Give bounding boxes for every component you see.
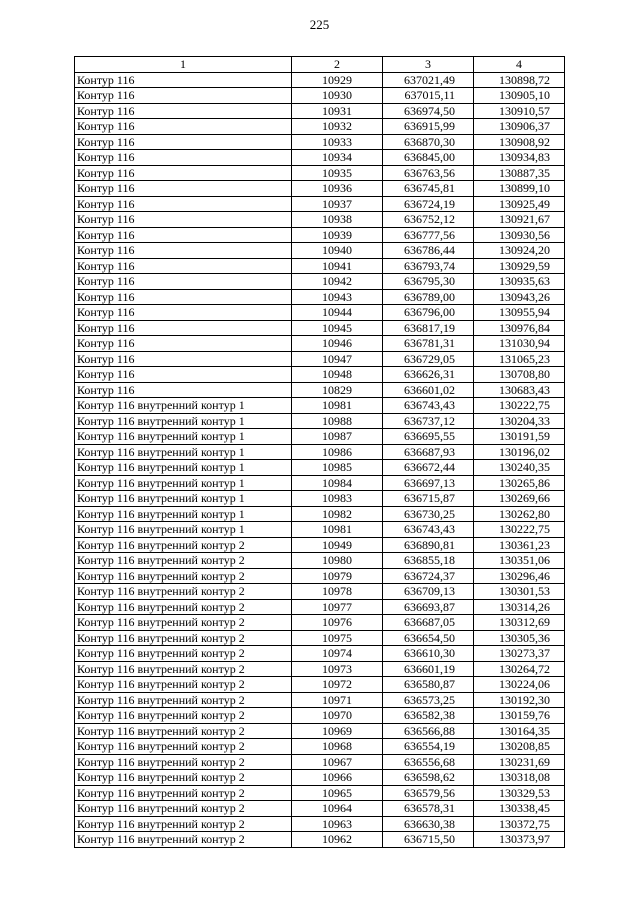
y-coordinate-cell: 130887,35 [474, 165, 565, 181]
table-row [75, 460, 565, 476]
x-coordinate-cell: 636870,30 [383, 134, 474, 150]
x-coordinate-cell: 636786,44 [383, 243, 474, 259]
y-coordinate-cell: 130929,59 [474, 258, 565, 274]
point-number-cell: 10983 [292, 491, 383, 507]
contour-name-cell: Контур 116 [75, 165, 292, 181]
y-coordinate-cell: 130898,72 [474, 72, 565, 88]
table-row [75, 72, 565, 88]
table-row [75, 801, 565, 817]
y-coordinate-cell: 130208,85 [474, 739, 565, 755]
point-number-cell: 10971 [292, 692, 383, 708]
contour-name-cell: Контур 116 внутренний контур 2 [75, 568, 292, 584]
x-coordinate-cell: 636566,88 [383, 723, 474, 739]
x-coordinate-cell: 636795,30 [383, 274, 474, 290]
y-coordinate-cell: 131065,23 [474, 351, 565, 367]
contour-name-cell: Контур 116 [75, 88, 292, 104]
x-coordinate-cell: 636743,43 [383, 522, 474, 538]
point-number-cell: 10964 [292, 801, 383, 817]
contour-name-cell: Контур 116 [75, 258, 292, 274]
contour-name-cell: Контур 116 внутренний контур 2 [75, 661, 292, 677]
contour-name-cell: Контур 116 [75, 274, 292, 290]
x-coordinate-cell: 636601,02 [383, 382, 474, 398]
y-coordinate-cell: 130222,75 [474, 398, 565, 414]
y-coordinate-cell: 130925,49 [474, 196, 565, 212]
page-number: 225 [309, 17, 330, 32]
y-coordinate-cell: 130204,33 [474, 413, 565, 429]
y-coordinate-cell: 130924,20 [474, 243, 565, 259]
point-number-cell: 10982 [292, 506, 383, 522]
point-number-cell: 10940 [292, 243, 383, 259]
table-row [75, 785, 565, 801]
y-coordinate-cell: 130301,53 [474, 584, 565, 600]
contour-name-cell: Контур 116 внутренний контур 2 [75, 770, 292, 786]
point-number-cell: 10968 [292, 739, 383, 755]
y-coordinate-cell: 130314,26 [474, 599, 565, 615]
x-coordinate-cell: 636777,56 [383, 227, 474, 243]
table-row [75, 103, 565, 119]
y-coordinate-cell: 130264,72 [474, 661, 565, 677]
contour-name-cell: Контур 116 [75, 227, 292, 243]
x-coordinate-cell: 636729,05 [383, 351, 474, 367]
contour-name-cell: Контур 116 внутренний контур 1 [75, 413, 292, 429]
table-row [75, 150, 565, 166]
y-coordinate-cell: 130273,37 [474, 646, 565, 662]
x-coordinate-cell: 636578,31 [383, 801, 474, 817]
point-number-cell: 10975 [292, 630, 383, 646]
contour-name-cell: Контур 116 внутренний контур 1 [75, 506, 292, 522]
point-number-cell: 10988 [292, 413, 383, 429]
point-number-cell: 10977 [292, 599, 383, 615]
table-row [75, 677, 565, 693]
contour-name-cell: Контур 116 внутренний контур 2 [75, 739, 292, 755]
table-row [75, 770, 565, 786]
table-row [75, 367, 565, 383]
point-number-cell: 10930 [292, 88, 383, 104]
point-number-cell: 10939 [292, 227, 383, 243]
table-row [75, 227, 565, 243]
table-row [75, 630, 565, 646]
table-row [75, 661, 565, 677]
table-header-row [75, 57, 565, 73]
contour-name-cell: Контур 116 [75, 336, 292, 352]
contour-name-cell: Контур 116 [75, 289, 292, 305]
y-coordinate-cell: 130240,35 [474, 460, 565, 476]
y-coordinate-cell: 130159,76 [474, 708, 565, 724]
x-coordinate-cell: 636974,50 [383, 103, 474, 119]
contour-name-cell: Контур 116 [75, 72, 292, 88]
contour-name-cell: Контур 116 внутренний контур 2 [75, 785, 292, 801]
x-coordinate-cell: 636579,56 [383, 785, 474, 801]
contour-name-cell: Контур 116 внутренний контур 2 [75, 599, 292, 615]
y-coordinate-cell: 130934,83 [474, 150, 565, 166]
x-coordinate-cell: 636556,68 [383, 754, 474, 770]
x-coordinate-cell: 636598,62 [383, 770, 474, 786]
x-coordinate-cell: 636743,43 [383, 398, 474, 414]
point-number-cell: 10984 [292, 475, 383, 491]
x-coordinate-cell: 636752,12 [383, 212, 474, 228]
contour-name-cell: Контур 116 [75, 367, 292, 383]
contour-name-cell: Контур 116 [75, 320, 292, 336]
table-row [75, 615, 565, 631]
table-row [75, 181, 565, 197]
y-coordinate-cell: 130899,10 [474, 181, 565, 197]
x-coordinate-cell: 636687,05 [383, 615, 474, 631]
x-coordinate-cell: 636730,25 [383, 506, 474, 522]
point-number-cell: 10942 [292, 274, 383, 290]
y-coordinate-cell: 130269,66 [474, 491, 565, 507]
x-coordinate-cell: 636697,13 [383, 475, 474, 491]
coordinates-table [74, 56, 565, 848]
x-coordinate-cell: 636715,50 [383, 832, 474, 848]
table-row [75, 491, 565, 507]
point-number-cell: 10948 [292, 367, 383, 383]
y-coordinate-cell: 130930,56 [474, 227, 565, 243]
y-coordinate-cell: 130351,06 [474, 553, 565, 569]
x-coordinate-cell: 636763,56 [383, 165, 474, 181]
point-number-cell: 10969 [292, 723, 383, 739]
contour-name-cell: Контур 116 [75, 196, 292, 212]
point-number-cell: 10935 [292, 165, 383, 181]
y-coordinate-cell: 130305,36 [474, 630, 565, 646]
contour-name-cell: Контур 116 внутренний контур 2 [75, 615, 292, 631]
table-row [75, 692, 565, 708]
y-coordinate-cell: 130329,53 [474, 785, 565, 801]
table-row [75, 584, 565, 600]
table-row [75, 723, 565, 739]
point-number-cell: 10937 [292, 196, 383, 212]
table-row [75, 708, 565, 724]
y-coordinate-cell: 130935,63 [474, 274, 565, 290]
column-header-1: 1 [75, 57, 292, 73]
x-coordinate-cell: 636630,38 [383, 816, 474, 832]
table-body [75, 72, 565, 847]
point-number-cell: 10943 [292, 289, 383, 305]
contour-name-cell: Контур 116 [75, 119, 292, 135]
y-coordinate-cell: 130196,02 [474, 444, 565, 460]
y-coordinate-cell: 130905,10 [474, 88, 565, 104]
table-row [75, 506, 565, 522]
contour-name-cell: Контур 116 [75, 382, 292, 398]
y-coordinate-cell: 130318,08 [474, 770, 565, 786]
point-number-cell: 10945 [292, 320, 383, 336]
column-header-3: 3 [383, 57, 474, 73]
contour-name-cell: Контур 116 внутренний контур 2 [75, 816, 292, 832]
table-row [75, 134, 565, 150]
table-row [75, 274, 565, 290]
contour-name-cell: Контур 116 внутренний контур 2 [75, 754, 292, 770]
table-row [75, 739, 565, 755]
contour-name-cell: Контур 116 внутренний контур 2 [75, 646, 292, 662]
point-number-cell: 10933 [292, 134, 383, 150]
y-coordinate-cell: 130338,45 [474, 801, 565, 817]
x-coordinate-cell: 636781,31 [383, 336, 474, 352]
table-row [75, 336, 565, 352]
contour-name-cell: Контур 116 внутренний контур 1 [75, 460, 292, 476]
contour-name-cell: Контур 116 внутренний контур 1 [75, 429, 292, 445]
point-number-cell: 10981 [292, 522, 383, 538]
y-coordinate-cell: 130906,37 [474, 119, 565, 135]
table-row [75, 413, 565, 429]
y-coordinate-cell: 130955,94 [474, 305, 565, 321]
contour-name-cell: Контур 116 внутренний контур 2 [75, 630, 292, 646]
x-coordinate-cell: 636554,19 [383, 739, 474, 755]
point-number-cell: 10980 [292, 553, 383, 569]
contour-name-cell: Контур 116 внутренний контур 2 [75, 832, 292, 848]
x-coordinate-cell: 636817,19 [383, 320, 474, 336]
y-coordinate-cell: 130908,92 [474, 134, 565, 150]
x-coordinate-cell: 636610,30 [383, 646, 474, 662]
x-coordinate-cell: 636582,38 [383, 708, 474, 724]
point-number-cell: 10936 [292, 181, 383, 197]
x-coordinate-cell: 636890,81 [383, 537, 474, 553]
x-coordinate-cell: 636709,13 [383, 584, 474, 600]
table-row [75, 522, 565, 538]
x-coordinate-cell: 636715,87 [383, 491, 474, 507]
x-coordinate-cell: 637015,11 [383, 88, 474, 104]
contour-name-cell: Контур 116 внутренний контур 1 [75, 491, 292, 507]
table-row [75, 754, 565, 770]
contour-name-cell: Контур 116 [75, 351, 292, 367]
table-row [75, 553, 565, 569]
table-row [75, 429, 565, 445]
table-row [75, 646, 565, 662]
contour-name-cell: Контур 116 [75, 243, 292, 259]
point-number-cell: 10981 [292, 398, 383, 414]
table-row [75, 165, 565, 181]
contour-name-cell: Контур 116 [75, 103, 292, 119]
table-row [75, 305, 565, 321]
point-number-cell: 10985 [292, 460, 383, 476]
contour-name-cell: Контур 116 [75, 212, 292, 228]
y-coordinate-cell: 130191,59 [474, 429, 565, 445]
y-coordinate-cell: 130943,26 [474, 289, 565, 305]
point-number-cell: 10976 [292, 615, 383, 631]
table-row [75, 243, 565, 259]
y-coordinate-cell: 130910,57 [474, 103, 565, 119]
table-row [75, 196, 565, 212]
contour-name-cell: Контур 116 внутренний контур 1 [75, 522, 292, 538]
contour-name-cell: Контур 116 внутренний контур 2 [75, 553, 292, 569]
point-number-cell: 10967 [292, 754, 383, 770]
y-coordinate-cell: 130222,75 [474, 522, 565, 538]
point-number-cell: 10949 [292, 537, 383, 553]
table-row [75, 320, 565, 336]
point-number-cell: 10978 [292, 584, 383, 600]
table-row [75, 816, 565, 832]
contour-name-cell: Контур 116 [75, 181, 292, 197]
point-number-cell: 10938 [292, 212, 383, 228]
table-row [75, 289, 565, 305]
x-coordinate-cell: 636573,25 [383, 692, 474, 708]
table-row [75, 568, 565, 584]
point-number-cell: 10987 [292, 429, 383, 445]
table-row [75, 832, 565, 848]
y-coordinate-cell: 130312,69 [474, 615, 565, 631]
x-coordinate-cell: 636915,99 [383, 119, 474, 135]
x-coordinate-cell: 636737,12 [383, 413, 474, 429]
contour-name-cell: Контур 116 внутренний контур 2 [75, 537, 292, 553]
point-number-cell: 10979 [292, 568, 383, 584]
y-coordinate-cell: 130192,30 [474, 692, 565, 708]
y-coordinate-cell: 130262,80 [474, 506, 565, 522]
x-coordinate-cell: 636789,00 [383, 289, 474, 305]
x-coordinate-cell: 636796,00 [383, 305, 474, 321]
point-number-cell: 10944 [292, 305, 383, 321]
x-coordinate-cell: 636793,74 [383, 258, 474, 274]
y-coordinate-cell: 130231,69 [474, 754, 565, 770]
x-coordinate-cell: 636672,44 [383, 460, 474, 476]
point-number-cell: 10931 [292, 103, 383, 119]
x-coordinate-cell: 636724,19 [383, 196, 474, 212]
x-coordinate-cell: 636626,31 [383, 367, 474, 383]
point-number-cell: 10946 [292, 336, 383, 352]
point-number-cell: 10947 [292, 351, 383, 367]
point-number-cell: 10986 [292, 444, 383, 460]
contour-name-cell: Контур 116 внутренний контур 1 [75, 444, 292, 460]
y-coordinate-cell: 130976,84 [474, 320, 565, 336]
x-coordinate-cell: 636724,37 [383, 568, 474, 584]
y-coordinate-cell: 130224,06 [474, 677, 565, 693]
point-number-cell: 10962 [292, 832, 383, 848]
y-coordinate-cell: 130372,75 [474, 816, 565, 832]
y-coordinate-cell: 130683,43 [474, 382, 565, 398]
point-number-cell: 10941 [292, 258, 383, 274]
point-number-cell: 10929 [292, 72, 383, 88]
table-row [75, 599, 565, 615]
column-header-4: 4 [474, 57, 565, 73]
y-coordinate-cell: 130265,86 [474, 475, 565, 491]
x-coordinate-cell: 636654,50 [383, 630, 474, 646]
y-coordinate-cell: 130296,46 [474, 568, 565, 584]
point-number-cell: 10974 [292, 646, 383, 662]
point-number-cell: 10966 [292, 770, 383, 786]
table-row [75, 398, 565, 414]
contour-name-cell: Контур 116 [75, 134, 292, 150]
y-coordinate-cell: 130373,97 [474, 832, 565, 848]
contour-name-cell: Контур 116 [75, 305, 292, 321]
table-row [75, 88, 565, 104]
x-coordinate-cell: 636693,87 [383, 599, 474, 615]
x-coordinate-cell: 636687,93 [383, 444, 474, 460]
y-coordinate-cell: 131030,94 [474, 336, 565, 352]
point-number-cell: 10934 [292, 150, 383, 166]
point-number-cell: 10829 [292, 382, 383, 398]
x-coordinate-cell: 637021,49 [383, 72, 474, 88]
x-coordinate-cell: 636845,00 [383, 150, 474, 166]
contour-name-cell: Контур 116 внутренний контур 2 [75, 677, 292, 693]
contour-name-cell: Контур 116 внутренний контур 2 [75, 801, 292, 817]
table-row [75, 212, 565, 228]
contour-name-cell: Контур 116 внутренний контур 1 [75, 475, 292, 491]
x-coordinate-cell: 636745,81 [383, 181, 474, 197]
table-row [75, 258, 565, 274]
table-row [75, 444, 565, 460]
point-number-cell: 10973 [292, 661, 383, 677]
contour-name-cell: Контур 116 внутренний контур 2 [75, 692, 292, 708]
x-coordinate-cell: 636695,55 [383, 429, 474, 445]
x-coordinate-cell: 636580,87 [383, 677, 474, 693]
table-row [75, 382, 565, 398]
contour-name-cell: Контур 116 внутренний контур 2 [75, 723, 292, 739]
point-number-cell: 10965 [292, 785, 383, 801]
contour-name-cell: Контур 116 внутренний контур 1 [75, 398, 292, 414]
y-coordinate-cell: 130164,35 [474, 723, 565, 739]
y-coordinate-cell: 130361,23 [474, 537, 565, 553]
point-number-cell: 10932 [292, 119, 383, 135]
column-header-2: 2 [292, 57, 383, 73]
point-number-cell: 10963 [292, 816, 383, 832]
x-coordinate-cell: 636601,19 [383, 661, 474, 677]
y-coordinate-cell: 130921,67 [474, 212, 565, 228]
point-number-cell: 10972 [292, 677, 383, 693]
table-row [75, 119, 565, 135]
contour-name-cell: Контур 116 внутренний контур 2 [75, 708, 292, 724]
contour-name-cell: Контур 116 внутренний контур 2 [75, 584, 292, 600]
table-row [75, 537, 565, 553]
contour-name-cell: Контур 116 [75, 150, 292, 166]
table-row [75, 351, 565, 367]
table-row [75, 475, 565, 491]
x-coordinate-cell: 636855,18 [383, 553, 474, 569]
y-coordinate-cell: 130708,80 [474, 367, 565, 383]
point-number-cell: 10970 [292, 708, 383, 724]
